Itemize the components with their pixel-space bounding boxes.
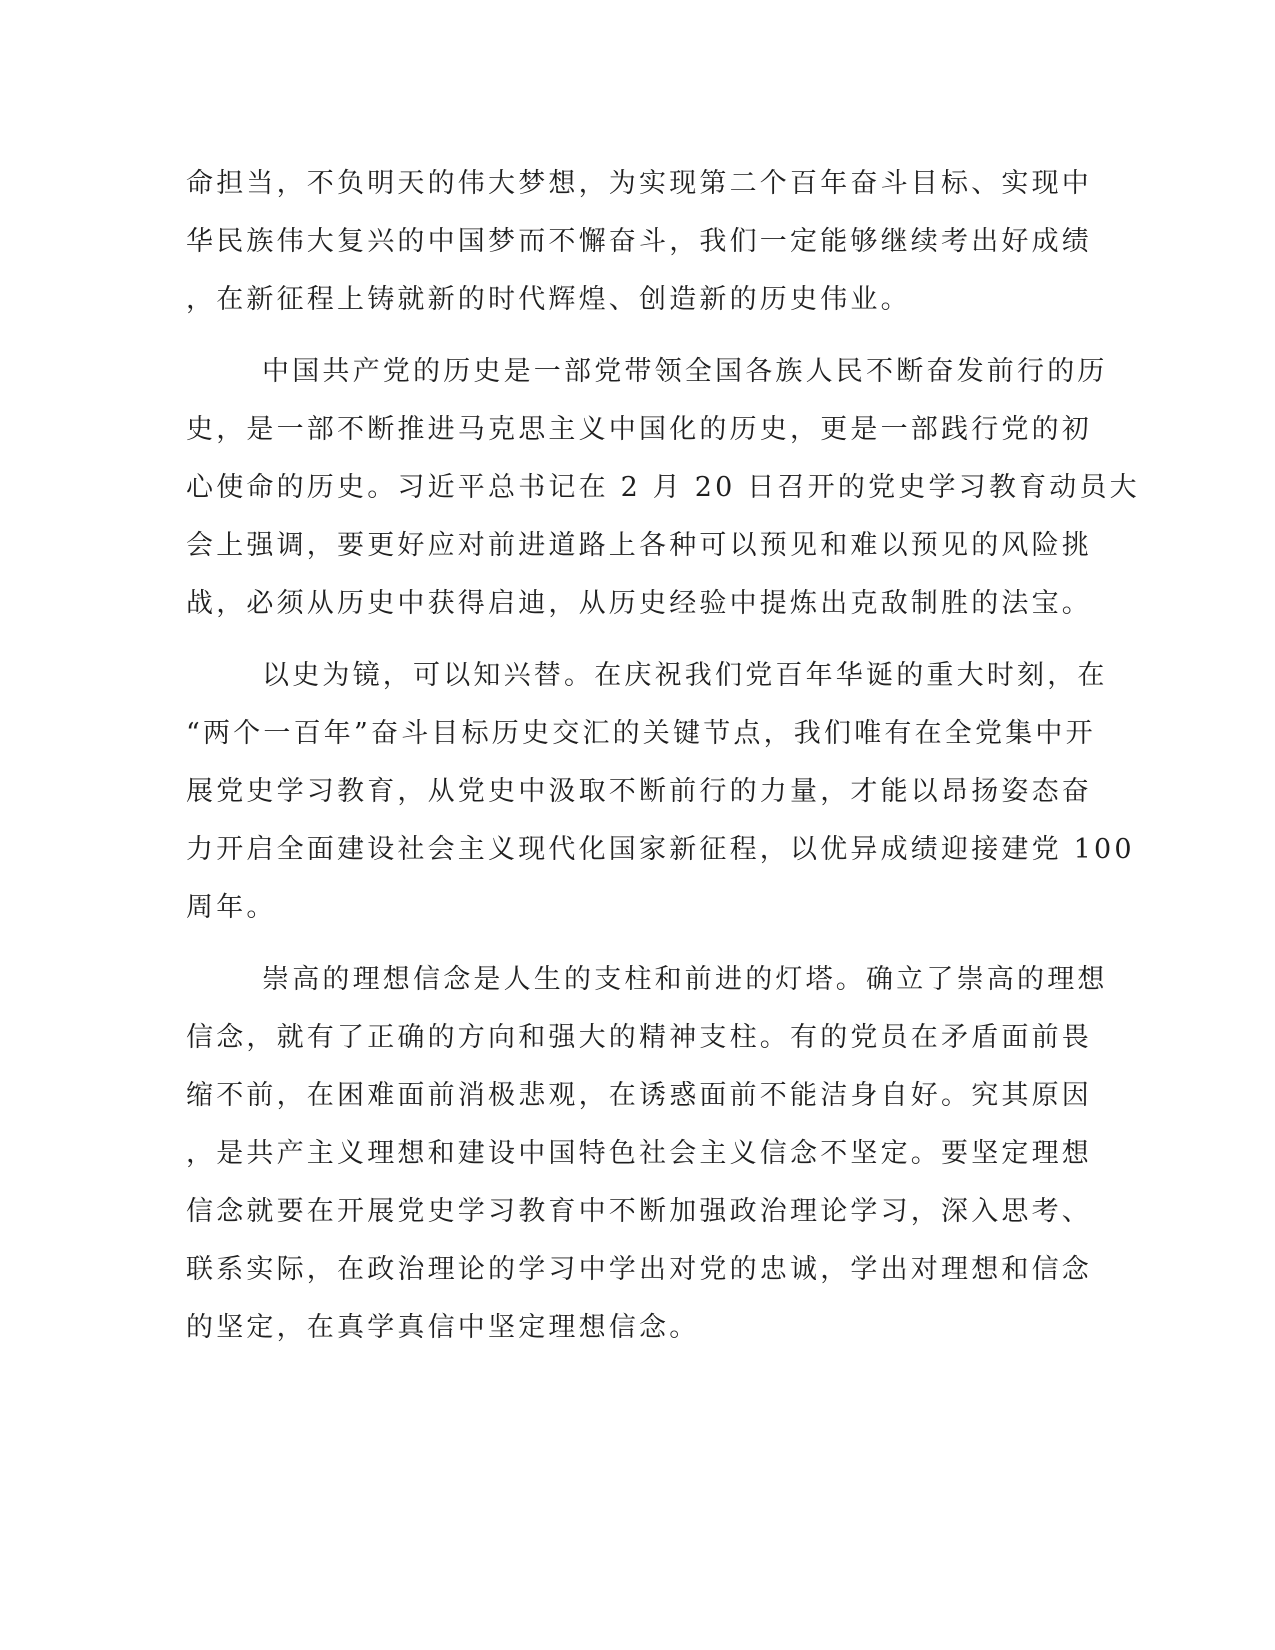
paragraph-line: ，是共产主义理想和建设中国特色社会主义信念不坚定。要坚定理想 [186,1138,1092,1169]
paragraph-line: 命担当，不负明天的伟大梦想，为实现第二个百年奋斗目标、实现中 [186,168,1092,199]
paragraph-line: 信念，就有了正确的方向和强大的精神支柱。有的党员在矛盾面前畏 [186,1022,1092,1053]
paragraph-line: 力开启全面建设社会主义现代化国家新征程，以优异成绩迎接建党 100 [186,834,1135,865]
paragraph-line: 心使命的历史。习近平总书记在 2 月 20 日召开的党史学习教育动员大 [186,472,1140,503]
paragraph-line: 崇高的理想信念是人生的支柱和前进的灯塔。确立了崇高的理想 [262,964,1108,995]
paragraph-line: ，在新征程上铸就新的时代辉煌、创造新的历史伟业。 [186,284,911,315]
paragraph-line: 展党史学习教育，从党史中汲取不断前行的力量，才能以昂扬姿态奋 [186,776,1092,807]
paragraph-line: 华民族伟大复兴的中国梦而不懈奋斗，我们一定能够继续考出好成绩 [186,226,1092,257]
paragraph-3 [186,647,1135,937]
paragraph-4 [186,951,1108,1357]
paragraph-line: 以史为镜，可以知兴替。在庆祝我们党百年华诞的重大时刻，在 [262,660,1108,691]
paragraph-line: 史，是一部不断推进马克思主义中国化的历史，更是一部践行党的初 [186,414,1092,445]
paragraph-line: “两个一百年”奋斗目标历史交汇的关键节点，我们唯有在全党集中开 [186,718,1096,749]
paragraph-line: 的坚定，在真学真信中坚定理想信念。 [186,1312,700,1343]
paragraph-2 [186,343,1140,633]
paragraph-line: 战，必须从历史中获得启迪，从历史经验中提炼出克敌制胜的法宝。 [186,588,1092,619]
paragraph-line: 中国共产党的历史是一部党带领全国各族人民不断奋发前行的历 [262,356,1108,387]
body-text [186,155,1140,1371]
paragraph-line: 缩不前，在困难面前消极悲观，在诱惑面前不能洁身自好。究其原因 [186,1080,1092,1111]
paragraph-line: 会上强调，要更好应对前进道路上各种可以预见和难以预见的风险挑 [186,530,1092,561]
paragraph-line: 联系实际，在政治理论的学习中学出对党的忠诚，学出对理想和信念 [186,1254,1092,1285]
paragraph-1 [186,155,1092,329]
paragraph-line: 周年。 [186,892,277,923]
paragraph-line: 信念就要在开展党史学习教育中不断加强政治理论学习，深入思考、 [186,1196,1092,1227]
